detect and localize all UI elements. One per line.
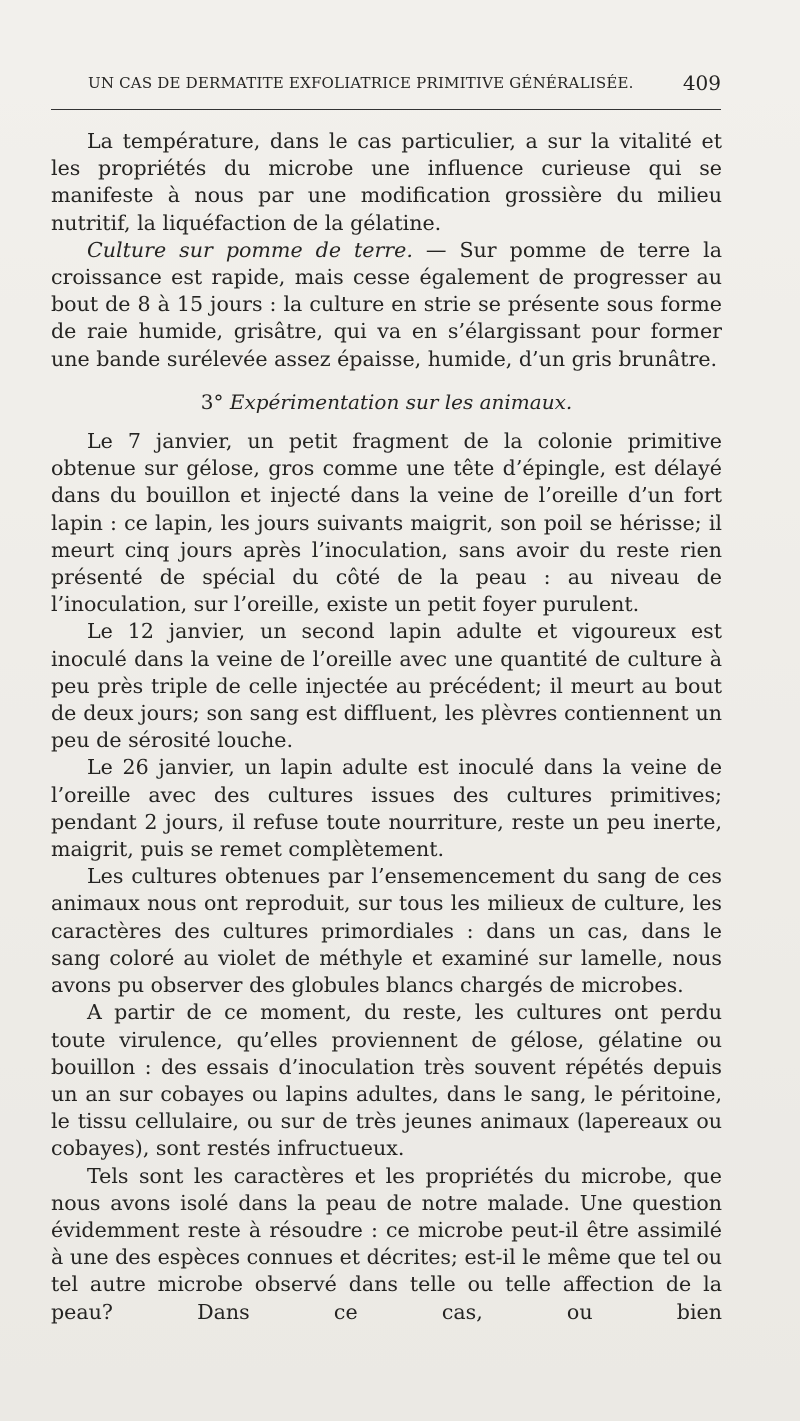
- body-text: [51, 128, 722, 1326]
- section-title: Expérimentation sur les animaux.: [229, 389, 573, 414]
- section-number: 3°: [200, 389, 224, 414]
- paragraph-virulence-loss: A partir de ce moment, du reste, les cultures ont perdu toute virulence, qu’elles proviennent de gélose, gélatine ou bouillon : des essais d’inoculation très souvent répétés depuis un an sur cobayes ou lapins adultes, dans le sang, le péritoine, le tissu cellulaire, ou sur de très jeunes animaux (lapereaux ou cobayes), sont restés infructueux.: [51, 1000, 722, 1161]
- paragraph-first-rabbit: Le 7 janvier, un petit fragment de la colonie primitive obtenue sur gélose, gros comme une tête d’épingle, est délayé dans du bouillon et injecté dans la veine de l’oreille d’un fort lapin : ce lapin, les jours suivants maigrit, son poil se hérisse; il meurt cinq jours après l’inoculation, sans avoir du reste rien présenté de spécial du côté de la peau : au niveau de l’inoculation, sur l’oreille, existe un petit foyer purulent.: [51, 429, 722, 617]
- page-number: 409: [682, 71, 721, 95]
- page-header: [51, 71, 721, 100]
- section-heading: [51, 389, 722, 416]
- paragraph-blood-cultures: Les cultures obtenues par l’ensemencement du sang de ces animaux nous ont reproduit, sur tous les milieux de culture, les caractères des cultures primordiales : dans un cas, dans le sang coloré au violet de méthyle et examiné sur lamelle, nous avons pu observer des globules blancs chargés de microbes.: [51, 864, 722, 998]
- running-title: UN CAS DE DERMATITE EXFOLIATRICE PRIMITIVE GÉNÉRALISÉE.: [88, 74, 634, 92]
- paragraph-third-rabbit: Le 26 janvier, un lapin adulte est inoculé dans la veine de l’oreille avec des cultures issues des cultures primitives; pendant 2 jours, il refuse toute nourriture, reste un peu inerte, maigrit, puis se remet complètement.: [51, 755, 722, 862]
- potato-culture-title: Culture sur pomme de terre.: [87, 237, 413, 262]
- paragraph-second-rabbit: Le 12 janvier, un second lapin adulte et vigoureux est inoculé dans la veine de l’oreille avec une quantité de culture à peu près triple de celle injectée au précédent; il meurt au bout de deux jours; son sang est diffluent, les plèvres contiennent un peu de sérosité louche.: [51, 619, 722, 753]
- header-rule: [51, 109, 721, 110]
- paragraph-temperature: La température, dans le cas particulier, a sur la vitalité et les propriétés du microbe une influence curieuse qui se manifeste à nous par une modification grossière du milieu nutritif, la liquéfaction de la gélatine.: [51, 129, 722, 235]
- paragraph-microbe-question: Tels sont les caractères et les propriétés du microbe, que nous avons isolé dans la peau de notre malade. Une question évidemment reste à résoudre : ce microbe peut-il être assimilé à une des espèces connues et décrites; est-il le même que tel ou tel autre microbe observé dans telle ou telle affection de la peau? Dans ce cas, ou bien: [51, 1163, 722, 1324]
- potato-culture-body: — Sur pomme de terre la croissance est rapide, mais cesse également de progresser au bout de 8 à 15 jours : la culture en strie se présente sous forme de raie humide, grisâtre, qui va en s’élargissant pour former une bande surélevée assez épaisse, humide, d’un gris brunâtre.: [51, 237, 722, 371]
- paragraph-potato-culture: [51, 237, 722, 373]
